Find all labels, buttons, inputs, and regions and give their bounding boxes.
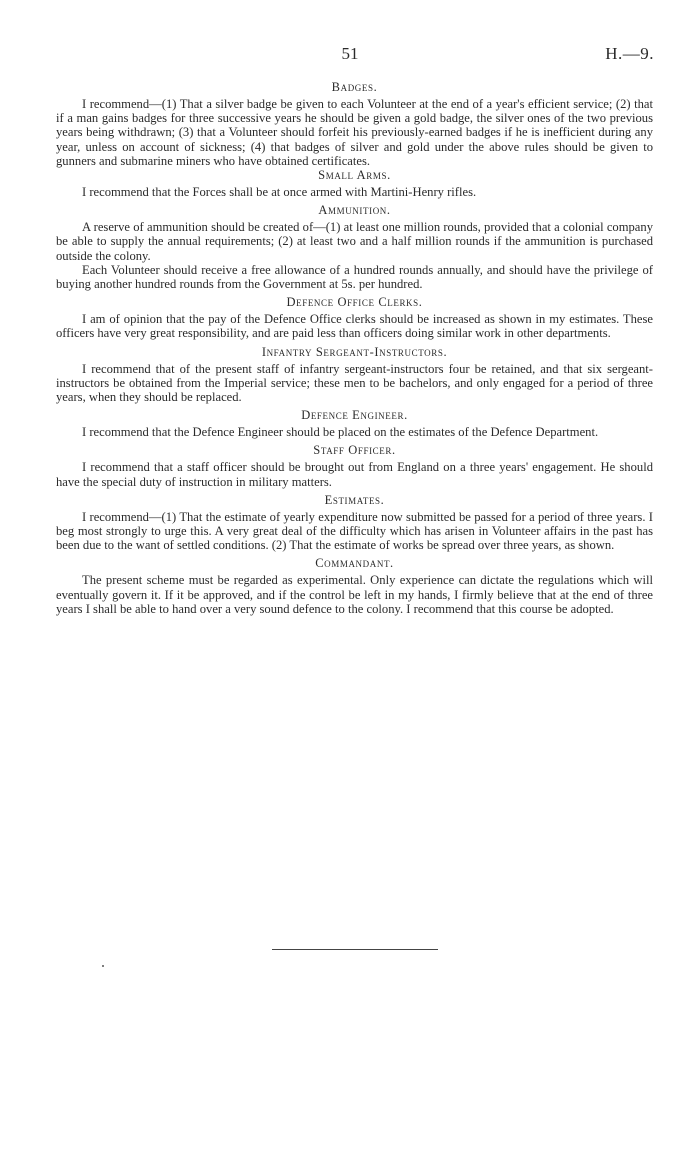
- section-estimates: [56, 493, 653, 553]
- section-heading: Infantry Sergeant-Instructors.: [261, 344, 448, 359]
- paragraph: I recommend—(1) That a silver badge be given to each Volunteer at the end of a year's efficient service; (2) that if a man gains badges for three successive years he should be given a gold badge, the silver ones of the two previous years being withdrawn; (3) that a Volunteer should forfeit his previously-earned badges if he is inefficient during any year, unless on account of sickness; (4) that badges of silver and gold under the above rules should be given to gunners and submarine miners who have obtained certificates.: [56, 97, 653, 168]
- section-infantry-sergeant-instructors: [56, 345, 653, 405]
- page-header: [0, 44, 700, 68]
- paragraph: I recommend that the Defence Engineer should be placed on the estimates of the Defence Department.: [82, 425, 599, 440]
- section-defence-engineer: [56, 408, 653, 439]
- section-ammunition: [56, 203, 653, 291]
- paragraph: I recommend—(1) That the estimate of yearly expenditure now submitted be passed for a period of three years. I beg most strongly to urge this. A very great deal of the difficulty which has arisen in Volunteer affairs in the past has been due to the want of settled conditions. (2) That the estimate of works be spread over three years, as shown.: [56, 509, 653, 553]
- section-heading: Badges.: [331, 80, 378, 94]
- document-reference: H.—9.: [605, 44, 654, 63]
- section-badges: [56, 80, 653, 168]
- paragraph: I recommend that a staff officer should be brought out from England on a three years' engagement. He should have the special duty of instruction in military matters.: [56, 460, 653, 489]
- section-heading: Ammunition.: [318, 203, 391, 218]
- paragraph: Each Volunteer should receive a free allowance of a hundred rounds annually, and should have the privilege of buying another hundred rounds from the Government at 5s. per hundred.: [56, 262, 653, 292]
- section-heading: Defence Office Clerks.: [286, 295, 423, 310]
- paragraph: I recommend that the Forces shall be at once armed with Martini-Henry rifles.: [82, 185, 477, 200]
- section-small-arms: [56, 168, 653, 199]
- closing-rule: [272, 949, 438, 950]
- section-heading: Small Arms.: [318, 168, 391, 183]
- page-number: 51: [341, 44, 359, 63]
- paragraph: A reserve of ammunition should be created of—(1) at least one million rounds, provided that a colonial company be able to supply the annual requirements; (2) at least two and a half million rounds if the ammunition is purchased outside the colony.: [56, 220, 653, 263]
- section-defence-office-clerks: [56, 295, 653, 340]
- section-heading: Estimates.: [324, 492, 385, 507]
- section-heading: Commandant.: [315, 556, 394, 571]
- section-heading: Staff Officer.: [313, 443, 396, 458]
- paragraph: I am of opinion that the pay of the Defence Office clerks should be increased as shown in my estimates. These officers have very great responsibility, and are paid less than officers doing similar work in other departments.: [56, 312, 653, 341]
- print-speck: [102, 965, 104, 967]
- section-staff-officer: [56, 443, 653, 488]
- section-commandant: [56, 556, 653, 616]
- paragraph: The present scheme must be regarded as experimental. Only experience can dictate the regulations which will eventually govern it. If it be approved, and if the control be left in my hands, I firmly believe that at the end of three years I shall be able to hand over a very sound defence to the colony. I recommend that this course be adopted.: [56, 573, 653, 616]
- paragraph: I recommend that of the present staff of infantry sergeant-instructors four be retained, and that six sergeant-instructors be obtained from the Imperial service; these men to be bachelors, and only engaged for a period of three years, when they should be replaced.: [56, 361, 653, 405]
- section-heading: Defence Engineer.: [301, 408, 408, 423]
- document-body: [56, 80, 653, 616]
